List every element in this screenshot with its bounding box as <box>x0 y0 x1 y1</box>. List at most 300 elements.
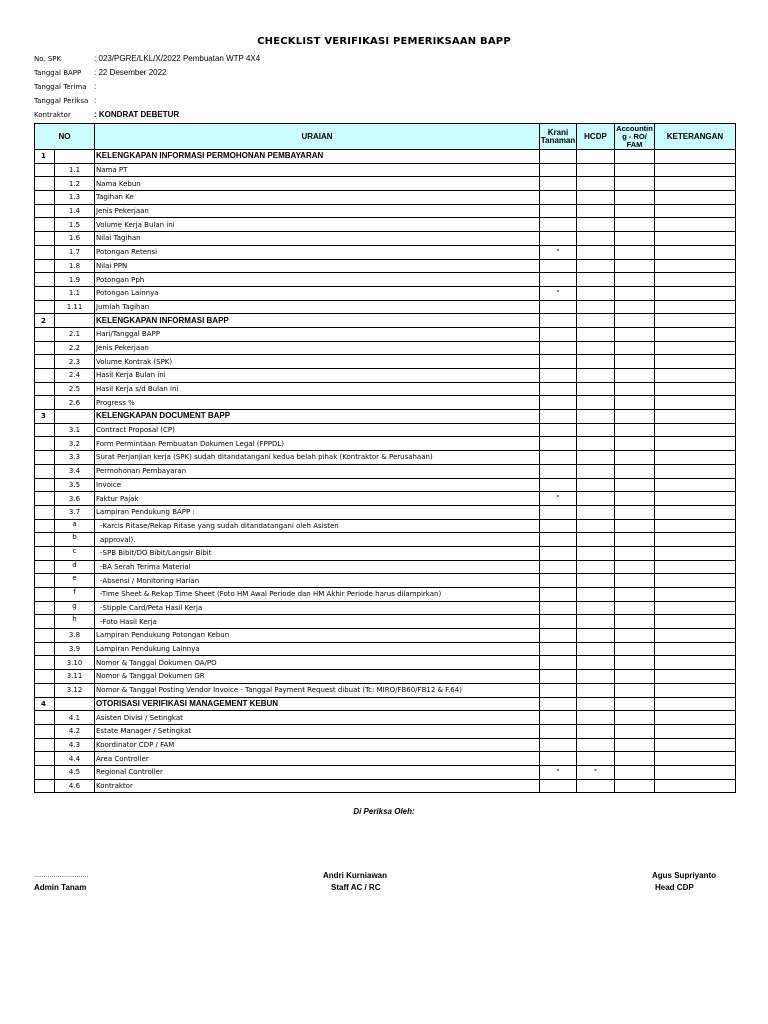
table-row <box>35 245 736 259</box>
row-description: Volume Kontrak (SPK) <box>95 355 540 369</box>
row-krani-check: - <box>540 492 577 506</box>
col-header-krani: Krani Tanaman <box>540 124 577 150</box>
row-item-number: 3.4 <box>55 464 95 478</box>
row-keterangan <box>655 286 736 300</box>
row-section-number: 3 <box>35 410 55 424</box>
row-item-number: 2.5 <box>55 382 95 396</box>
table-row <box>35 588 736 602</box>
row-krani-check <box>540 177 577 191</box>
meta-value: : <box>94 82 97 91</box>
row-accounting-check <box>615 314 655 328</box>
row-description: Regional Controller <box>95 765 540 779</box>
row-accounting-check <box>615 588 655 602</box>
row-accounting-check <box>615 738 655 752</box>
row-section-number <box>35 560 55 574</box>
table-row <box>35 423 736 437</box>
row-krani-check <box>540 615 577 629</box>
row-accounting-check <box>615 697 655 711</box>
row-item-number: 4.6 <box>55 779 95 793</box>
table-row <box>35 369 736 383</box>
row-keterangan <box>655 177 736 191</box>
row-section-number <box>35 574 55 588</box>
row-accounting-check <box>615 724 655 738</box>
row-krani-check <box>540 300 577 314</box>
row-keterangan <box>655 670 736 684</box>
row-section-number <box>35 478 55 492</box>
row-hcdp-check <box>577 150 615 164</box>
row-section-number <box>35 300 55 314</box>
row-krani-check <box>540 519 577 533</box>
row-description: Progress % <box>95 396 540 410</box>
row-hcdp-check <box>577 752 615 766</box>
row-accounting-check <box>615 218 655 232</box>
row-hcdp-check <box>577 697 615 711</box>
row-hcdp-check <box>577 492 615 506</box>
row-section-number <box>35 163 55 177</box>
row-keterangan <box>655 355 736 369</box>
table-row <box>35 232 736 246</box>
row-item-number: 4.1 <box>55 711 95 725</box>
section-row <box>35 314 736 328</box>
row-description: Form Permintaan Pembuatan Dokumen Legal (FPPDL) <box>95 437 540 451</box>
row-accounting-check <box>615 642 655 656</box>
row-section-number <box>35 396 55 410</box>
row-section-number <box>35 437 55 451</box>
col-header-uraian: URAIAN <box>95 124 540 150</box>
row-section-number <box>35 519 55 533</box>
row-keterangan <box>655 259 736 273</box>
row-item-number: 2.2 <box>55 341 95 355</box>
table-row <box>35 560 736 574</box>
row-item-number: 4.3 <box>55 738 95 752</box>
row-section-number <box>35 273 55 287</box>
table-row <box>35 191 736 205</box>
row-krani-check <box>540 451 577 465</box>
checklist-rows <box>35 150 736 793</box>
row-krani-check <box>540 752 577 766</box>
row-description: Potongan Retensi <box>95 245 540 259</box>
row-item-number: a <box>55 519 95 533</box>
row-hcdp-check <box>577 177 615 191</box>
row-krani-check: - <box>540 286 577 300</box>
table-row <box>35 396 736 410</box>
row-krani-check <box>540 410 577 424</box>
mid-signature-title: Staff AC / RC <box>331 883 381 892</box>
row-description: Potongan Lainnya <box>95 286 540 300</box>
row-section-number <box>35 286 55 300</box>
row-description: Jenis Pekerjaan <box>95 341 540 355</box>
row-section-number <box>35 423 55 437</box>
row-accounting-check <box>615 245 655 259</box>
row-keterangan <box>655 546 736 560</box>
row-hcdp-check <box>577 656 615 670</box>
row-item-number: 3.3 <box>55 451 95 465</box>
row-item-number: 3.1 <box>55 423 95 437</box>
row-accounting-check <box>615 752 655 766</box>
row-accounting-check <box>615 779 655 793</box>
row-hcdp-check <box>577 560 615 574</box>
row-keterangan <box>655 683 736 697</box>
row-keterangan <box>655 396 736 410</box>
row-keterangan <box>655 163 736 177</box>
row-krani-check <box>540 656 577 670</box>
row-krani-check <box>540 724 577 738</box>
row-krani-check <box>540 505 577 519</box>
table-row <box>35 478 736 492</box>
row-item-number: 2.4 <box>55 369 95 383</box>
table-row <box>35 670 736 684</box>
row-hcdp-check <box>577 615 615 629</box>
table-row <box>35 286 736 300</box>
row-item-number: 3.10 <box>55 656 95 670</box>
row-item-number: 1.1 <box>55 286 95 300</box>
row-section-number <box>35 724 55 738</box>
right-signature-name: Agus Supriyanto <box>652 871 717 880</box>
row-item-number: c <box>55 546 95 560</box>
section-row <box>35 410 736 424</box>
row-description: Faktur Pajak <box>95 492 540 506</box>
row-description: -BA Serah Terima Material <box>95 560 540 574</box>
row-description: -Absensi / Monitoring Harian <box>95 574 540 588</box>
row-accounting-check <box>615 273 655 287</box>
row-hcdp-check <box>577 519 615 533</box>
meta-label: Tanggal Terima <box>34 83 87 91</box>
row-keterangan <box>655 656 736 670</box>
row-accounting-check <box>615 464 655 478</box>
table-row <box>35 738 736 752</box>
row-section-number <box>35 369 55 383</box>
row-krani-check <box>540 355 577 369</box>
left-signature-line: ............................ <box>34 872 89 879</box>
row-description: Jenis Pekerjaan <box>95 204 540 218</box>
document-title: CHECKLIST VERIFIKASI PEMERIKSAAN BAPP <box>257 36 511 47</box>
row-accounting-check <box>615 177 655 191</box>
row-hcdp-check <box>577 410 615 424</box>
row-item-number: 1.11 <box>55 300 95 314</box>
table-row <box>35 574 736 588</box>
row-krani-check <box>540 396 577 410</box>
row-item-number: 1.4 <box>55 204 95 218</box>
row-section-number <box>35 765 55 779</box>
row-section-number <box>35 601 55 615</box>
row-description: Hasil Kerja Bulan ini <box>95 369 540 383</box>
row-hcdp-check <box>577 478 615 492</box>
row-description: -SPB Bibit/DO Bibit/Langsir Bibit <box>95 546 540 560</box>
table-row <box>35 615 736 629</box>
row-accounting-check <box>615 204 655 218</box>
row-description: Permohonan Pembayaran <box>95 464 540 478</box>
row-description: Lampiran Pendukung Potongan Kebun <box>95 629 540 643</box>
row-accounting-check <box>615 437 655 451</box>
row-hcdp-check <box>577 355 615 369</box>
row-keterangan <box>655 533 736 547</box>
row-section-number <box>35 177 55 191</box>
row-hcdp-check <box>577 546 615 560</box>
row-krani-check <box>540 204 577 218</box>
row-section-number <box>35 711 55 725</box>
row-description: KELENGKAPAN DOCUMENT BAPP <box>95 410 540 424</box>
row-accounting-check <box>615 711 655 725</box>
checked-by-label: Di Periksa Oleh: <box>353 807 415 816</box>
row-description: OTORISASI VERIFIKASI MANAGEMENT KEBUN <box>95 697 540 711</box>
row-keterangan <box>655 314 736 328</box>
row-item-number: 1.6 <box>55 232 95 246</box>
table-row <box>35 464 736 478</box>
row-hcdp-check <box>577 369 615 383</box>
row-hcdp-check <box>577 683 615 697</box>
row-section-number <box>35 533 55 547</box>
row-accounting-check <box>615 423 655 437</box>
row-section-number <box>35 382 55 396</box>
row-hcdp-check <box>577 588 615 602</box>
row-hcdp-check <box>577 670 615 684</box>
row-krani-check <box>540 642 577 656</box>
row-keterangan <box>655 642 736 656</box>
row-krani-check <box>540 437 577 451</box>
row-hcdp-check <box>577 711 615 725</box>
row-accounting-check <box>615 546 655 560</box>
table-row <box>35 492 736 506</box>
row-accounting-check <box>615 670 655 684</box>
row-keterangan <box>655 423 736 437</box>
row-item-number: 1.9 <box>55 273 95 287</box>
row-hcdp-check <box>577 642 615 656</box>
row-description: Hasil Kerja s/d Bulan ini <box>95 382 540 396</box>
table-row <box>35 642 736 656</box>
meta-label: Kontraktor <box>34 111 71 119</box>
table-row <box>35 327 736 341</box>
row-krani-check <box>540 464 577 478</box>
col-header-no: NO <box>35 124 95 150</box>
row-hcdp-check <box>577 232 615 246</box>
row-accounting-check <box>615 615 655 629</box>
row-hcdp-check <box>577 738 615 752</box>
table-row <box>35 204 736 218</box>
row-hcdp-check <box>577 533 615 547</box>
row-krani-check <box>540 711 577 725</box>
row-accounting-check <box>615 601 655 615</box>
row-item-number: b <box>55 533 95 547</box>
table-row <box>35 177 736 191</box>
row-item-number: 3.6 <box>55 492 95 506</box>
row-description: Asisten Divisi / Setingkat <box>95 711 540 725</box>
table-row <box>35 724 736 738</box>
table-row <box>35 601 736 615</box>
row-description: Potongan Pph <box>95 273 540 287</box>
row-description: Nomor & Tanggal Dokumen GR <box>95 670 540 684</box>
row-accounting-check <box>615 560 655 574</box>
row-description: -Time Sheet & Rekap Time Sheet (Foto HM Awal Periode dan HM Akhir Periode harus dilampirkan) <box>95 588 540 602</box>
row-keterangan <box>655 369 736 383</box>
row-description: KELENGKAPAN INFORMASI PERMOHONAN PEMBAYARAN <box>95 150 540 164</box>
row-description: Estate Manager / Setingkat <box>95 724 540 738</box>
row-keterangan <box>655 410 736 424</box>
row-section-number <box>35 259 55 273</box>
row-krani-check <box>540 191 577 205</box>
row-keterangan <box>655 327 736 341</box>
table-row <box>35 546 736 560</box>
table-row <box>35 355 736 369</box>
row-section-number <box>35 656 55 670</box>
row-hcdp-check <box>577 423 615 437</box>
row-hcdp-check <box>577 451 615 465</box>
row-section-number <box>35 546 55 560</box>
row-krani-check <box>540 369 577 383</box>
row-krani-check <box>540 738 577 752</box>
row-accounting-check <box>615 300 655 314</box>
row-section-number <box>35 505 55 519</box>
row-keterangan <box>655 382 736 396</box>
meta-label: No. SPK <box>34 55 62 63</box>
row-hcdp-check <box>577 437 615 451</box>
section-row <box>35 150 736 164</box>
row-description: Jumlah Tagihan <box>95 300 540 314</box>
row-description: Lampiran Pendukung Lainnya <box>95 642 540 656</box>
meta-label: Tanggal Periksa <box>34 97 89 105</box>
row-item-number: 1.2 <box>55 177 95 191</box>
meta-value: : 22 Desember 2022 <box>94 68 167 77</box>
row-hcdp-check <box>577 204 615 218</box>
row-section-number <box>35 615 55 629</box>
row-accounting-check <box>615 683 655 697</box>
row-section-number <box>35 738 55 752</box>
row-krani-check <box>540 218 577 232</box>
row-krani-check <box>540 533 577 547</box>
table-row <box>35 711 736 725</box>
row-keterangan <box>655 574 736 588</box>
row-item-number: 3.8 <box>55 629 95 643</box>
row-description: Area Controller <box>95 752 540 766</box>
row-krani-check <box>540 423 577 437</box>
row-krani-check <box>540 629 577 643</box>
row-section-number <box>35 779 55 793</box>
row-section-number <box>35 642 55 656</box>
row-keterangan <box>655 273 736 287</box>
row-section-number <box>35 245 55 259</box>
row-item-number: 3.2 <box>55 437 95 451</box>
row-accounting-check <box>615 451 655 465</box>
row-section-number: 4 <box>35 697 55 711</box>
row-item-number: h <box>55 615 95 629</box>
meta-value: : <box>94 96 97 105</box>
row-keterangan <box>655 779 736 793</box>
row-keterangan <box>655 464 736 478</box>
table-row <box>35 163 736 177</box>
row-hcdp-check <box>577 327 615 341</box>
row-description: Invoice <box>95 478 540 492</box>
row-item-number <box>55 314 95 328</box>
row-item-number: 2.3 <box>55 355 95 369</box>
row-keterangan <box>655 451 736 465</box>
col-header-keterangan: KETERANGAN <box>655 124 736 150</box>
row-keterangan <box>655 150 736 164</box>
row-section-number <box>35 451 55 465</box>
row-keterangan <box>655 560 736 574</box>
row-description: Nama PT <box>95 163 540 177</box>
table-row <box>35 218 736 232</box>
row-item-number <box>55 410 95 424</box>
row-accounting-check <box>615 341 655 355</box>
row-description: Nama Kebun <box>95 177 540 191</box>
row-section-number <box>35 191 55 205</box>
row-description: Hari/Tanggal BAPP <box>95 327 540 341</box>
row-hcdp-check <box>577 218 615 232</box>
row-item-number: 1.7 <box>55 245 95 259</box>
row-item-number: 1.5 <box>55 218 95 232</box>
row-krani-check <box>540 560 577 574</box>
row-krani-check <box>540 601 577 615</box>
row-hcdp-check <box>577 574 615 588</box>
row-item-number: 3.12 <box>55 683 95 697</box>
table-row <box>35 300 736 314</box>
row-krani-check: - <box>540 245 577 259</box>
row-krani-check: - <box>540 765 577 779</box>
mid-signature-name: Andri Kurniawan <box>323 871 388 880</box>
table-row <box>35 341 736 355</box>
right-signature-title: Head CDP <box>655 883 694 892</box>
row-keterangan <box>655 204 736 218</box>
row-krani-check <box>540 382 577 396</box>
row-item-number: 3.11 <box>55 670 95 684</box>
row-item-number: 4.5 <box>55 765 95 779</box>
row-description: Tagihan Ke <box>95 191 540 205</box>
row-accounting-check <box>615 355 655 369</box>
row-hcdp-check <box>577 396 615 410</box>
row-keterangan <box>655 601 736 615</box>
row-keterangan <box>655 588 736 602</box>
table-header-row <box>35 124 736 150</box>
table-row <box>35 779 736 793</box>
row-hcdp-check: - <box>577 765 615 779</box>
row-accounting-check <box>615 232 655 246</box>
row-keterangan <box>655 711 736 725</box>
meta-value: : 023/PGRE/LKL/X/2022 Pembuatan WTP 4X4 <box>94 54 261 63</box>
col-header-accounting: Accountin g - RO/ FAM <box>616 123 653 149</box>
row-keterangan <box>655 519 736 533</box>
row-keterangan <box>655 615 736 629</box>
row-description: approval). <box>95 533 540 547</box>
row-description: Volume Kerja Bulan ini <box>95 218 540 232</box>
row-hcdp-check <box>577 191 615 205</box>
section-row <box>35 697 736 711</box>
row-keterangan <box>655 738 736 752</box>
row-hcdp-check <box>577 601 615 615</box>
row-section-number: 2 <box>35 314 55 328</box>
row-hcdp-check <box>577 286 615 300</box>
row-hcdp-check <box>577 259 615 273</box>
row-description: Kontraktor <box>95 779 540 793</box>
row-keterangan <box>655 245 736 259</box>
row-hcdp-check <box>577 724 615 738</box>
row-accounting-check <box>615 396 655 410</box>
row-item-number: f <box>55 588 95 602</box>
row-section-number <box>35 355 55 369</box>
row-keterangan <box>655 724 736 738</box>
row-accounting-check <box>615 163 655 177</box>
row-hcdp-check <box>577 273 615 287</box>
table-row <box>35 656 736 670</box>
row-krani-check <box>540 163 577 177</box>
row-keterangan <box>655 478 736 492</box>
row-section-number <box>35 752 55 766</box>
checklist-table <box>34 123 736 793</box>
row-keterangan <box>655 629 736 643</box>
row-keterangan <box>655 341 736 355</box>
row-krani-check <box>540 588 577 602</box>
row-section-number <box>35 588 55 602</box>
row-accounting-check <box>615 656 655 670</box>
row-item-number: 3.5 <box>55 478 95 492</box>
